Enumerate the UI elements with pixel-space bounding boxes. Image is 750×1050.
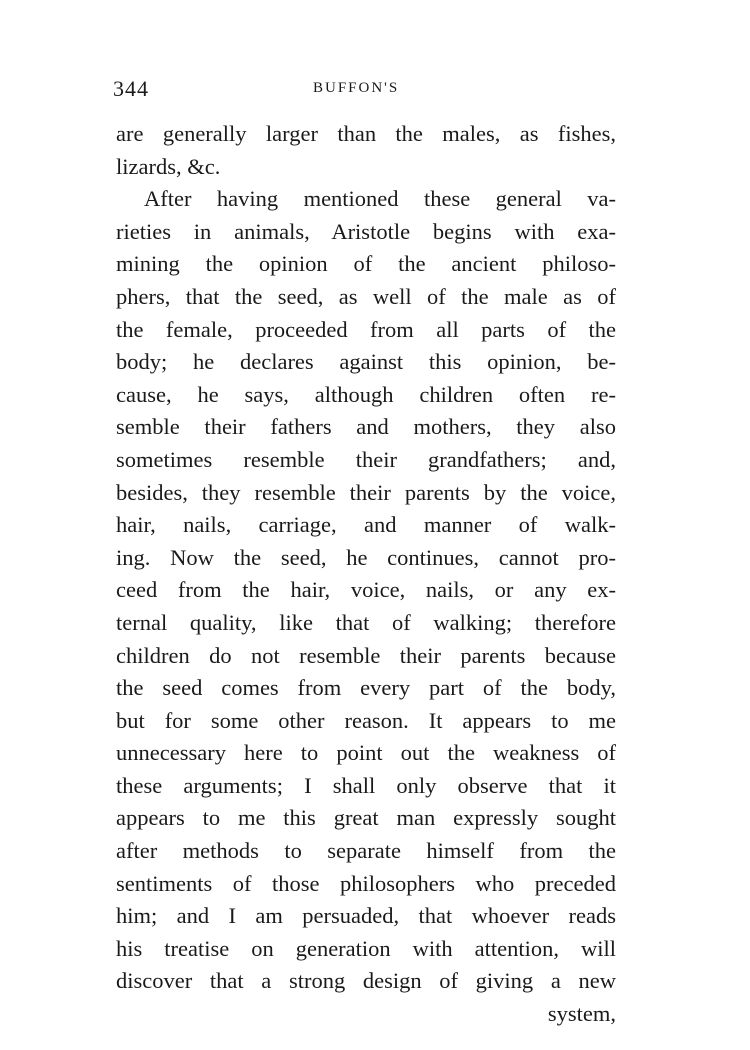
- catchword: system,: [547, 1001, 616, 1027]
- text-line: discover that a strong design of giving a new: [116, 968, 616, 994]
- text-line: him; and I am persuaded, that whoever reads: [116, 903, 616, 929]
- text-line: ceed from the hair, voice, nails, or any ex-: [116, 577, 616, 603]
- text-line: but for some other reason. It appears to me: [116, 707, 616, 733]
- text-line: are generally larger than the males, as fishes,: [116, 121, 616, 146]
- text-line: mining the opinion of the ancient philoso-: [116, 251, 616, 277]
- text-line: appears to me this great man expressly sought: [116, 805, 616, 831]
- text-line: these arguments; I shall only observe that it: [116, 772, 616, 798]
- text-line: the female, proceeded from all parts of the: [116, 316, 616, 342]
- text-line: body; he declares against this opinion, be-: [116, 349, 616, 375]
- text-line: sometimes resemble their grandfathers; and,: [116, 446, 616, 472]
- page-number: 344: [113, 76, 149, 101]
- text-line: besides, they resemble their parents by the voice,: [116, 479, 616, 505]
- text-line: hair, nails, carriage, and manner of walk-: [116, 512, 616, 538]
- running-head: BUFFON'S: [313, 80, 400, 96]
- text-line: the seed comes from every part of the body,: [116, 675, 616, 701]
- text-line: unnecessary here to point out the weakness of: [116, 740, 616, 766]
- page-header: [113, 76, 613, 106]
- text-line: his treatise on generation with attention, will: [116, 935, 616, 961]
- text-line: sentiments of those philosophers who preceded: [116, 870, 616, 896]
- text-line: children do not resemble their parents because: [116, 642, 616, 668]
- text-line: lizards, &c.: [116, 153, 221, 179]
- body-text: [116, 118, 616, 1031]
- text-line: After having mentioned these general va-: [144, 186, 616, 212]
- text-line: ternal quality, like that of walking; therefore: [116, 609, 616, 635]
- text-line: cause, he says, although children often re-: [116, 381, 616, 407]
- text-line: semble their fathers and mothers, they also: [116, 414, 616, 440]
- text-line: phers, that the seed, as well of the male as of: [116, 283, 616, 309]
- text-line: rieties in animals, Aristotle begins with exa-: [116, 218, 616, 244]
- text-line: after methods to separate himself from the: [116, 838, 616, 864]
- text-line: ing. Now the seed, he continues, cannot pro-: [116, 544, 616, 570]
